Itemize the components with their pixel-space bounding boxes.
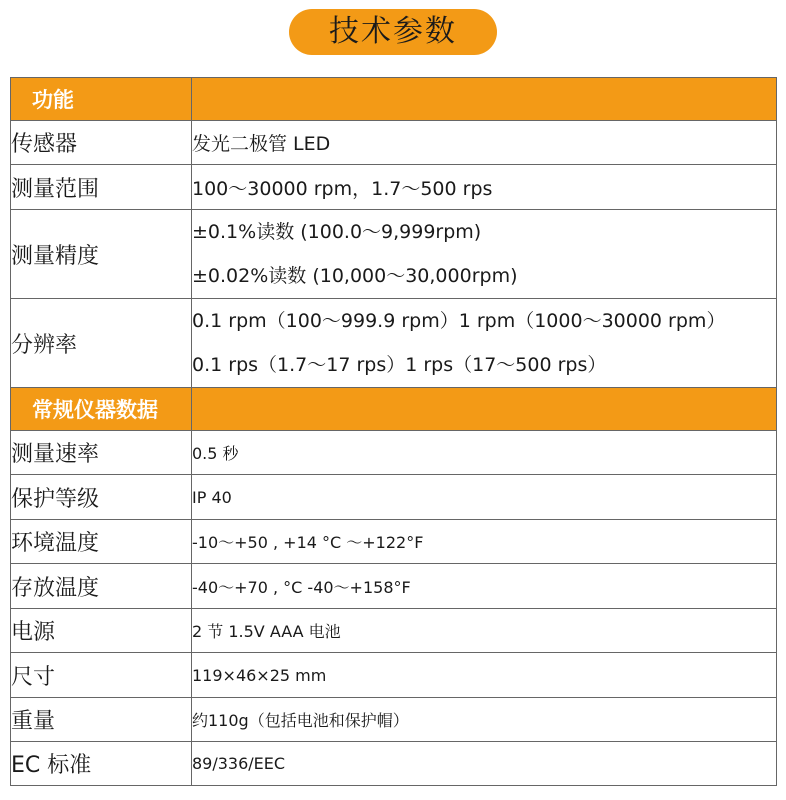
row-key: 重量 [11,698,192,742]
value-line: 0.1 rps（1.7～17 rps）1 rps（17～500 rps） [192,354,607,376]
table-row [11,121,777,165]
row-value: -40～+70 , °C -40～+158°F [192,564,777,609]
row-key: 测量范围 [11,165,192,210]
value-line: 0.1 rpm（100～999.9 rpm）1 rpm（1000～30000 rpm） [192,310,726,332]
section-title: 常规仪器数据 [11,388,192,431]
row-key: EC 标准 [11,742,192,786]
row-key: 环境温度 [11,520,192,564]
row-value [192,299,777,388]
row-key: 测量精度 [11,210,192,299]
section-header-blank [192,388,777,431]
row-value: 119×46×25 mm [192,653,777,698]
row-value: IP 40 [192,475,777,520]
table-row [11,742,777,786]
table-row [11,609,777,653]
table-row [11,653,777,698]
row-key: 保护等级 [11,475,192,520]
value-line: ±0.02%读数 (10,000～30,000rpm) [192,265,518,287]
row-value: 89/336/EEC [192,742,777,786]
section-title: 功能 [11,78,192,121]
table-row [11,431,777,475]
table-row [11,299,777,388]
row-key: 尺寸 [11,653,192,698]
table-row [11,698,777,742]
spec-table [10,77,777,786]
table-row [11,520,777,564]
row-value: 0.5 秒 [192,431,777,475]
value-line: ±0.1%读数 (100.0～9,999rpm) [192,221,482,243]
row-key: 传感器 [11,121,192,165]
table-row [11,165,777,210]
section-header-blank [192,78,777,121]
table-row [11,210,777,299]
row-value: 100～30000 rpm，1.7～500 rps [192,165,777,210]
row-key: 测量速率 [11,431,192,475]
row-value [192,210,777,299]
section-header-function [11,78,777,121]
row-key: 电源 [11,609,192,653]
section-header-general [11,388,777,431]
table-row [11,475,777,520]
row-value: 约110g（包括电池和保护帽） [192,698,777,742]
row-key: 存放温度 [11,564,192,609]
row-value: 发光二极管 LED [192,121,777,165]
row-value: 2 节 1.5V AAA 电池 [192,609,777,653]
table-row [11,564,777,609]
page-title: 技术参数 [289,9,497,55]
row-value: -10～+50 , +14 °C ～+122°F [192,520,777,564]
row-key: 分辨率 [11,299,192,388]
